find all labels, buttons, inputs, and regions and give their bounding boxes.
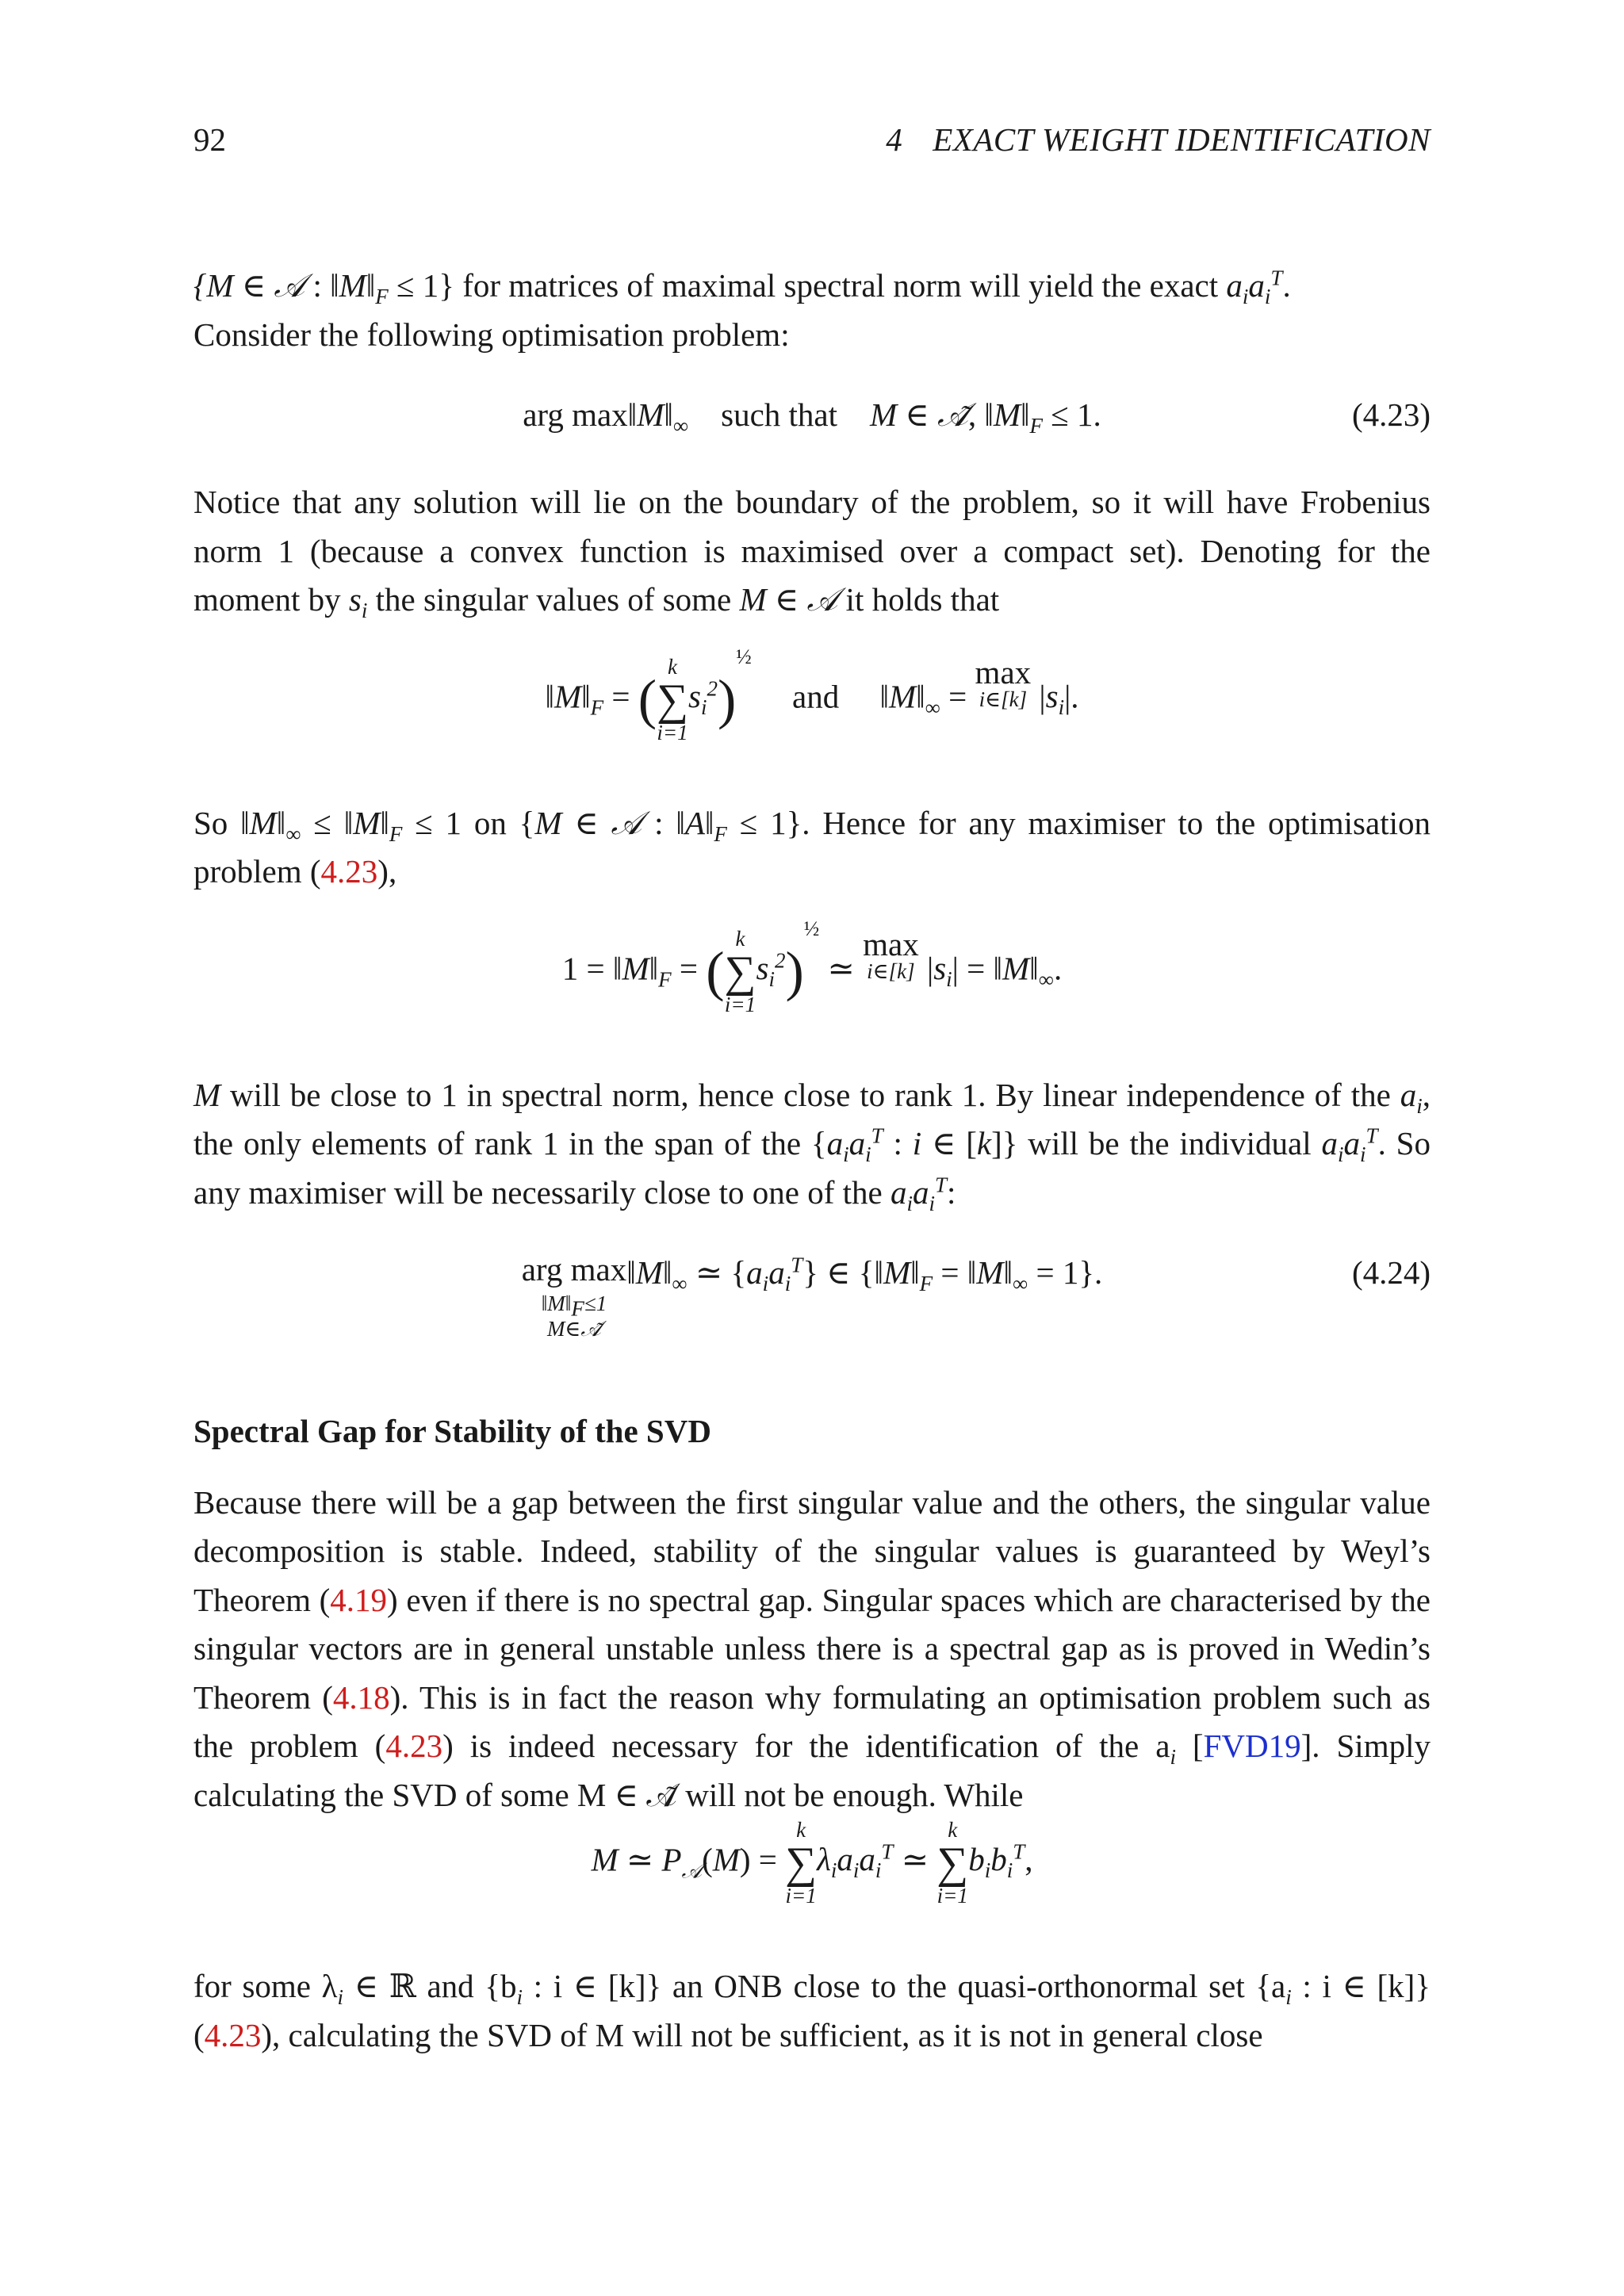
section-heading: Spectral Gap for Stability of the SVD [193,1413,711,1449]
citation-fvd19[interactable]: FVD19 [1203,1728,1301,1764]
chapter-name: EXACT WEIGHT IDENTIFICATION [933,121,1431,158]
paragraph-1-line2: Consider the following optimisation problem: [193,316,790,353]
ref-4-18[interactable]: 4.18 [332,1678,390,1716]
equation-projection: M ≃ $P_𝒜(M)$ = k ∑ i=1 $\lambda_ia_ia_i^T$ ≃ k ∑ i=1 $b_ib_i^T$, [591,1818,1033,1908]
running-header [193,121,1431,168]
equation-number: (4.24) [1351,1254,1431,1291]
paragraph-4: M will be close to 1 in spectral norm, hence close to rank 1. By linear independence of the $a_i$, the only elements of rank 1 in the span of the {$a_ia_i^T$ : i ∈ [k]} will be the individual $a_ia_i^T$. So any maximiser will be necessarily close to one of the $a_ia_i^T$: [193,1076,1431,1215]
equation-number: (4.23) [1351,396,1431,433]
paragraph-3: So $‖M‖_\infty$ ≤ $‖M‖_F \le 1$ on {M ∈ 𝒜 : $‖A‖_F \le 1$}. Hence for any maximiser to the optimisation problem (4.23), [193,804,1431,890]
equation-4-24: arg max $‖M‖_F\le 1$ M∈𝒜̃ $‖M‖_\infty$ ≃ $\{a_ia_i^T\}$ ∈ {$‖M‖_F$ = $‖M‖_\infty = 1$}. (4.24) [193,1249,1431,1344]
chapter-title [886,121,1431,159]
equation-4-23: arg $\max‖M‖_\infty$ such that M ∈ 𝒜̃, $‖M‖_F \le 1$. (4.23) [193,391,1431,454]
ref-4-19[interactable]: 4.19 [330,1581,388,1618]
equation-norms: $‖M‖_F$ = ( k ∑ i=1 $s_i^2)^{\frac{1}{2}}$ and $‖M‖_\infty = \max$ i∈[k] $|s_i|$. [545,645,1079,744]
paragraph-2: Notice that any solution will lie on the boundary of the problem, so it will have Frobenius norm 1 (because a convex function is maximised over a compact set). Denoting for the moment by $s_i$ the singular values of some M ∈ 𝒜 it holds that [193,484,1431,623]
eq-and: and [792,677,840,714]
equation-max: $1 = ‖M‖_F$ = ( k ∑ i=1 $s_i^2)^{\frac{1}{2}}$ ≃ max i∈[k] $|s_i|$ = $‖M‖_\infty$. [561,917,1063,1016]
ref-4-23[interactable]: 4.23 [320,853,378,890]
chapter-number: 4 [886,121,903,158]
ref-4-23[interactable]: 4.23 [204,2016,262,2053]
body-text [193,262,1431,2060]
paragraph-5: Because there will be a gap between the first singular value and the others, the singular value decomposition is stable. Indeed, stability of the singular values is guaranteed by Weyl’s Theorem (4.19) even if there is no spectral gap. Singular spaces which are characterised by the singular vectors are in general unstable unless there is a spectral gap as is proved in Wedin’s Theorem (4.18). This is in fact the reason why formulating an optimisation problem such as the problem (4.23) is indeed necessary for the identification of the $a_i$ [FVD19]. Simply calculating the SVD of some M ∈ 𝒜̃ will not be enough. While [193,1483,1431,1813]
paragraph-6: for some $\lambda_i$ ∈ ℝ and {$b_i$ : i ∈ [k]} an ONB close to the quasi-orthonormal set {$a_i$ : i ∈ [k]} (4.23), calculating the SVD of M will not be sufficient, as it is not in general close [193,1968,1431,2053]
eq-such-that: such that [721,396,837,433]
ref-4-23[interactable]: 4.23 [385,1728,443,1764]
paragraph-1: {M ∈ 𝒜 : $‖M‖_F \le 1$} for matrices of maximal spectral norm will yield the exact $a_ia_i^T$. Consider the following optimisation problem: [193,266,1291,353]
page-number: 92 [193,121,226,158]
